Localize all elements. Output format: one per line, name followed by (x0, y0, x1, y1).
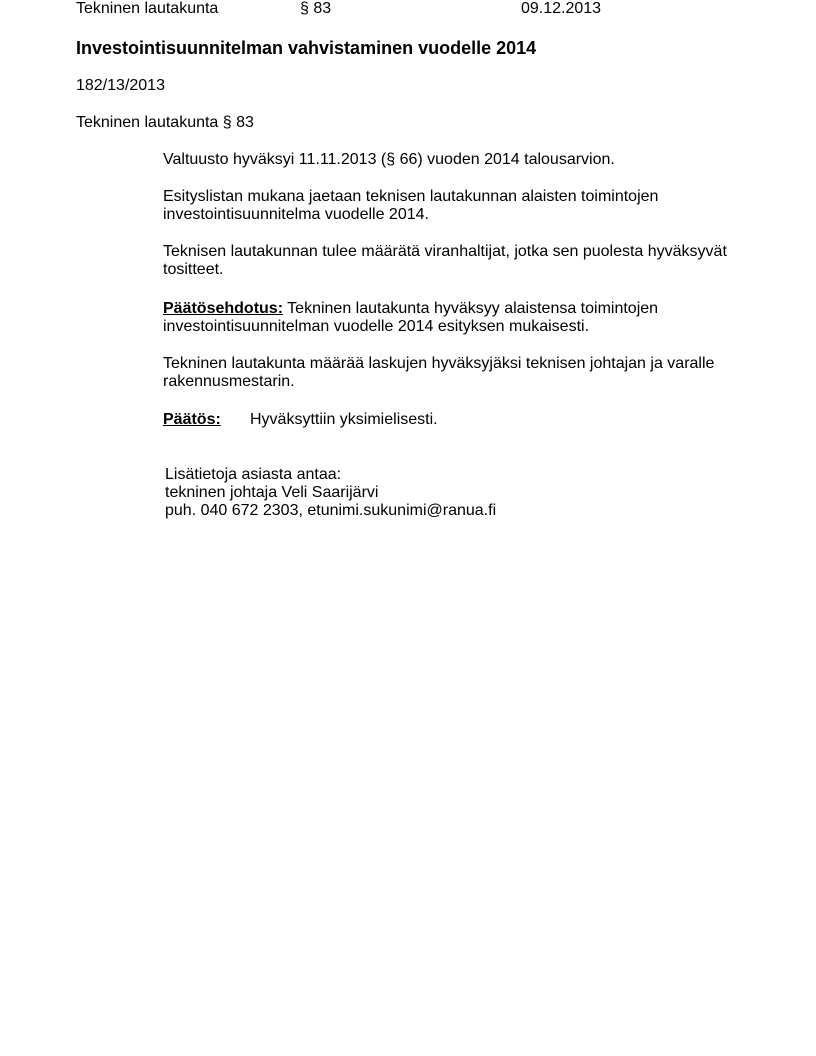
header-committee: Tekninen lautakunta (76, 0, 219, 17)
proposal-label: Päätösehdotus: (163, 300, 284, 317)
header-date: 09.12.2013 (521, 0, 602, 17)
paragraph-line: investointisuunnitelman vuodelle 2014 esityksen mukaisesti. (163, 318, 590, 335)
paragraph-line (163, 300, 658, 318)
paragraph-officials (163, 243, 727, 279)
paragraph-line: investointisuunnitelma vuodelle 2014. (163, 206, 429, 223)
paragraph-line: Teknisen lautakunnan tulee määrätä viranhaltijat, jotka sen puolesta hyväksyvät (163, 243, 727, 260)
paragraph-line: tositteet. (163, 261, 224, 278)
header-section: § 83 (300, 0, 332, 17)
contact-person: tekninen johtaja Veli Saarijärvi (165, 484, 379, 501)
paragraph-invoice-approver (163, 355, 714, 391)
contact-block (165, 466, 496, 520)
decision-text: Hyväksyttiin yksimielisesti. (250, 411, 438, 428)
case-number: 182/13/2013 (76, 77, 165, 94)
paragraph-distribution (163, 188, 658, 224)
paragraph-line: Esityslistan mukana jaetaan teknisen lautakunnan alaisten toimintojen (163, 188, 659, 205)
paragraph-line: Tekninen lautakunta määrää laskujen hyväksyjäksi teknisen johtajan ja varalle (163, 355, 715, 372)
contact-phone-email: puh. 040 672 2303, etunimi.sukunimi@ranua.fi (165, 502, 497, 519)
body-heading: Tekninen lautakunta § 83 (76, 114, 254, 131)
decision-proposal (163, 300, 658, 336)
proposal-text: Tekninen lautakunta hyväksyy alaistensa toimintojen (283, 300, 659, 317)
document-title: Investointisuunnitelman vahvistaminen vuodelle 2014 (76, 38, 537, 58)
paragraph-line: rakennusmestarin. (163, 373, 295, 390)
paragraph-line: Valtuusto hyväksyi 11.11.2013 (§ 66) vuoden 2014 talousarvion. (163, 151, 615, 168)
decision-label: Päätös: (163, 411, 221, 428)
contact-intro: Lisätietoja asiasta antaa: (165, 466, 342, 483)
paragraph-budget (163, 151, 615, 169)
